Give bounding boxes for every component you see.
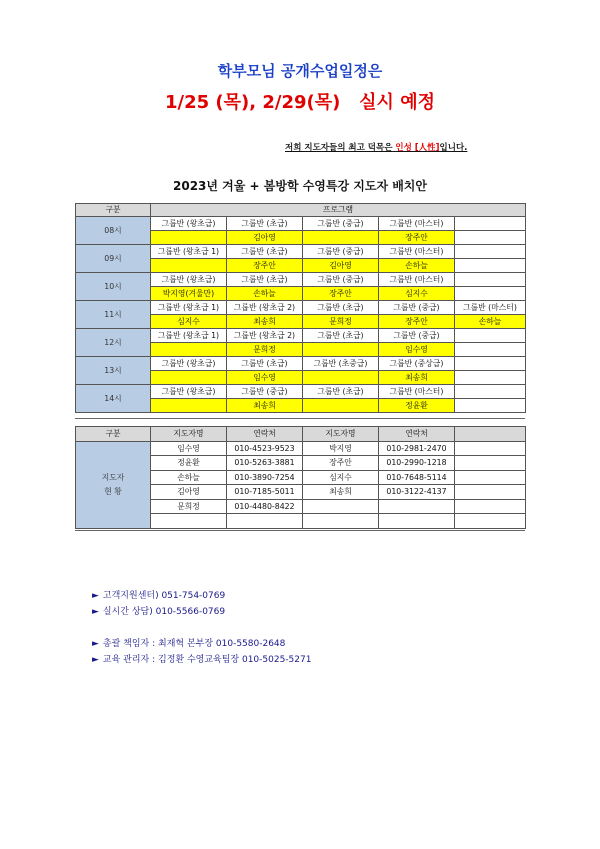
- coach-name: 심지수: [303, 470, 379, 485]
- contact-text: 총괄 책임자 : 최재혁 본부장 010-5580-2648: [102, 639, 286, 649]
- coach-cell: [303, 231, 379, 245]
- schedule-table: [75, 203, 526, 413]
- schedule-class-row: [76, 329, 526, 343]
- class-cell: 그룹반 (초급): [303, 301, 379, 315]
- class-cell: [455, 357, 526, 371]
- coach-cell: 손하늘: [227, 287, 303, 301]
- coach-cell: [455, 287, 526, 301]
- class-cell: 그룹반 (마스터): [379, 217, 455, 231]
- coach-name: 손하늘: [151, 470, 227, 485]
- staff-header-row: [76, 427, 526, 442]
- blank-cell: [455, 470, 526, 485]
- arrow-icon: ►: [92, 655, 99, 665]
- section-label-line: 지도자: [101, 473, 125, 482]
- arrow-icon: ►: [92, 591, 99, 601]
- coach-name: 문희정: [151, 499, 227, 514]
- class-cell: 그룹반 (초급): [227, 273, 303, 287]
- class-cell: 그룹반 (왕초급): [151, 385, 227, 399]
- blank-cell: [455, 514, 526, 529]
- coach-name: [151, 514, 227, 529]
- phone-number: 010-4480-8422: [227, 499, 303, 514]
- motto-post: 입니다.: [439, 143, 468, 153]
- blank-cell: [455, 456, 526, 471]
- motto-pre: 저희 지도자들의 최고 덕목은: [285, 143, 393, 153]
- class-cell: 그룹반 (중상급): [379, 357, 455, 371]
- phone-number: 010-5263-3881: [227, 456, 303, 471]
- coach-cell: 박지영(겨울만): [151, 287, 227, 301]
- coach-cell: 손하늘: [379, 259, 455, 273]
- staff-header: 구분: [76, 427, 151, 442]
- contact-line: [92, 604, 311, 620]
- phone-number: 010-3890-7254: [227, 470, 303, 485]
- schedule-class-row: [76, 217, 526, 231]
- program-header: 프로그램: [151, 204, 526, 217]
- time-slot: 10시: [76, 273, 151, 301]
- schedule-header-row: [76, 204, 526, 217]
- coach-cell: 장주안: [303, 287, 379, 301]
- class-cell: 그룹반 (왕초급 1): [151, 329, 227, 343]
- coach-cell: 최송희: [227, 399, 303, 413]
- contact-text: 교육 관리자 : 김정환 수영교육팀장 010-5025-5271: [102, 655, 312, 665]
- class-cell: 그룹반 (초급): [227, 217, 303, 231]
- coach-cell: 장주안: [379, 315, 455, 329]
- motto: [285, 141, 467, 153]
- class-cell: 그룹반 (왕초급): [151, 357, 227, 371]
- class-cell: 그룹반 (중급): [303, 217, 379, 231]
- coach-name: 김아영: [151, 485, 227, 500]
- blank-cell: [455, 441, 526, 456]
- blank-cell: [455, 499, 526, 514]
- class-cell: [455, 329, 526, 343]
- staff-header: 연락처: [227, 427, 303, 442]
- time-slot: 11시: [76, 301, 151, 329]
- schedule-class-row: [76, 385, 526, 399]
- class-cell: 그룹반 (왕초급): [151, 273, 227, 287]
- section-label-line: 현 황: [104, 486, 122, 496]
- class-cell: 그룹반 (초급): [227, 357, 303, 371]
- arrow-icon: ►: [92, 607, 99, 617]
- coach-cell: [151, 231, 227, 245]
- class-cell: 그룹반 (왕초급 1): [151, 245, 227, 259]
- coach-name: [303, 514, 379, 529]
- class-cell: 그룹반 (중급): [379, 301, 455, 315]
- coach-cell: [455, 343, 526, 357]
- coach-cell: [455, 259, 526, 273]
- spacer: [92, 620, 311, 636]
- coach-cell: 정윤환: [379, 399, 455, 413]
- coach-cell: 손하늘: [455, 315, 526, 329]
- class-cell: [455, 245, 526, 259]
- coach-cell: [455, 231, 526, 245]
- coach-name: 임수영: [151, 441, 227, 456]
- contact-text: 고객지원센터) 051-754-0769: [102, 591, 226, 601]
- phone-number: [379, 514, 455, 529]
- class-cell: 그룹반 (중급): [227, 385, 303, 399]
- slot-header: 구분: [76, 204, 151, 217]
- class-cell: 그룹반 (마스터): [379, 273, 455, 287]
- coach-cell: 임수영: [227, 371, 303, 385]
- class-cell: 그룹반 (왕초급 1): [151, 301, 227, 315]
- coach-cell: 최송희: [227, 315, 303, 329]
- coach-cell: 문희정: [227, 343, 303, 357]
- open-class-dates: 1/25 (목), 2/29(목): [165, 92, 341, 113]
- arrow-icon: ►: [92, 639, 99, 649]
- class-cell: 그룹반 (왕초급 2): [227, 301, 303, 315]
- schedule-class-row: [76, 245, 526, 259]
- notice-line-2: [0, 88, 600, 114]
- coach-cell: [303, 399, 379, 413]
- class-cell: 그룹반 (초중급): [303, 357, 379, 371]
- coach-cell: [151, 399, 227, 413]
- class-cell: [455, 217, 526, 231]
- phone-number: 010-2990-1218: [379, 456, 455, 471]
- motto-highlight: 인성 [人性]: [395, 143, 440, 153]
- coach-cell: 문희정: [303, 315, 379, 329]
- separator: [75, 530, 525, 531]
- phone-number: [227, 514, 303, 529]
- class-cell: 그룹반 (초급): [303, 385, 379, 399]
- coach-cell: [151, 371, 227, 385]
- class-cell: 그룹반 (왕초급 2): [227, 329, 303, 343]
- class-cell: 그룹반 (마스터): [379, 245, 455, 259]
- phone-number: 010-2981-2470: [379, 441, 455, 456]
- coach-cell: [455, 371, 526, 385]
- coach-cell: 임수영: [379, 343, 455, 357]
- staff-table: [75, 426, 526, 529]
- coach-name: 장주안: [303, 456, 379, 471]
- time-slot: 08시: [76, 217, 151, 245]
- schedule-title: 2023년 겨울 + 봄방학 수영특강 지도자 배치안: [173, 179, 427, 193]
- time-slot: 12시: [76, 329, 151, 357]
- time-slot: 13시: [76, 357, 151, 385]
- class-cell: 그룹반 (마스터): [379, 385, 455, 399]
- coach-cell: 김아영: [303, 259, 379, 273]
- class-cell: 그룹반 (초급): [303, 329, 379, 343]
- class-cell: [455, 273, 526, 287]
- notice-line-1: 학부모님 공개수업일정은: [217, 62, 383, 80]
- phone-number: 010-7648-5114: [379, 470, 455, 485]
- coach-cell: [303, 371, 379, 385]
- coach-name: 박지영: [303, 441, 379, 456]
- phone-number: 010-4523-9523: [227, 441, 303, 456]
- staff-header: 연락처: [379, 427, 455, 442]
- coach-cell: [303, 343, 379, 357]
- class-cell: 그룹반 (중급): [303, 273, 379, 287]
- time-slot: 14시: [76, 385, 151, 413]
- coach-cell: 장주안: [379, 231, 455, 245]
- coach-name: 최송희: [303, 485, 379, 500]
- contact-line: [92, 652, 311, 668]
- class-cell: 그룹반 (마스터): [455, 301, 526, 315]
- coach-cell: 최송희: [379, 371, 455, 385]
- class-cell: [455, 385, 526, 399]
- phone-number: 010-3122-4137: [379, 485, 455, 500]
- class-cell: 그룹반 (중급): [379, 329, 455, 343]
- staff-header-blank: [455, 427, 526, 442]
- staff-section-label: [76, 441, 151, 528]
- coach-name: [303, 499, 379, 514]
- staff-header: 지도자명: [151, 427, 227, 442]
- coach-cell: 김아영: [227, 231, 303, 245]
- phone-number: 010-7185-5011: [227, 485, 303, 500]
- contact-info: [92, 588, 311, 668]
- separator: [75, 418, 525, 419]
- coach-cell: 장주안: [227, 259, 303, 273]
- staff-row: [76, 441, 526, 456]
- class-cell: 그룹반 (중급): [303, 245, 379, 259]
- contact-line: [92, 636, 311, 652]
- coach-cell: [151, 343, 227, 357]
- schedule-class-row: [76, 357, 526, 371]
- schedule-class-row: [76, 301, 526, 315]
- coach-cell: [151, 259, 227, 273]
- class-cell: 그룹반 (왕초급): [151, 217, 227, 231]
- coach-cell: 심지수: [151, 315, 227, 329]
- blank-cell: [455, 485, 526, 500]
- schedule-class-row: [76, 273, 526, 287]
- staff-header: 지도자명: [303, 427, 379, 442]
- coach-cell: 심지수: [379, 287, 455, 301]
- coach-name: 정윤환: [151, 456, 227, 471]
- class-cell: 그룹반 (초급): [227, 245, 303, 259]
- phone-number: [379, 499, 455, 514]
- notice-suffix: 실시 예정: [359, 92, 435, 113]
- contact-text: 실시간 상담) 010-5566-0769: [102, 607, 226, 617]
- coach-cell: [455, 399, 526, 413]
- contact-line: [92, 588, 311, 604]
- time-slot: 09시: [76, 245, 151, 273]
